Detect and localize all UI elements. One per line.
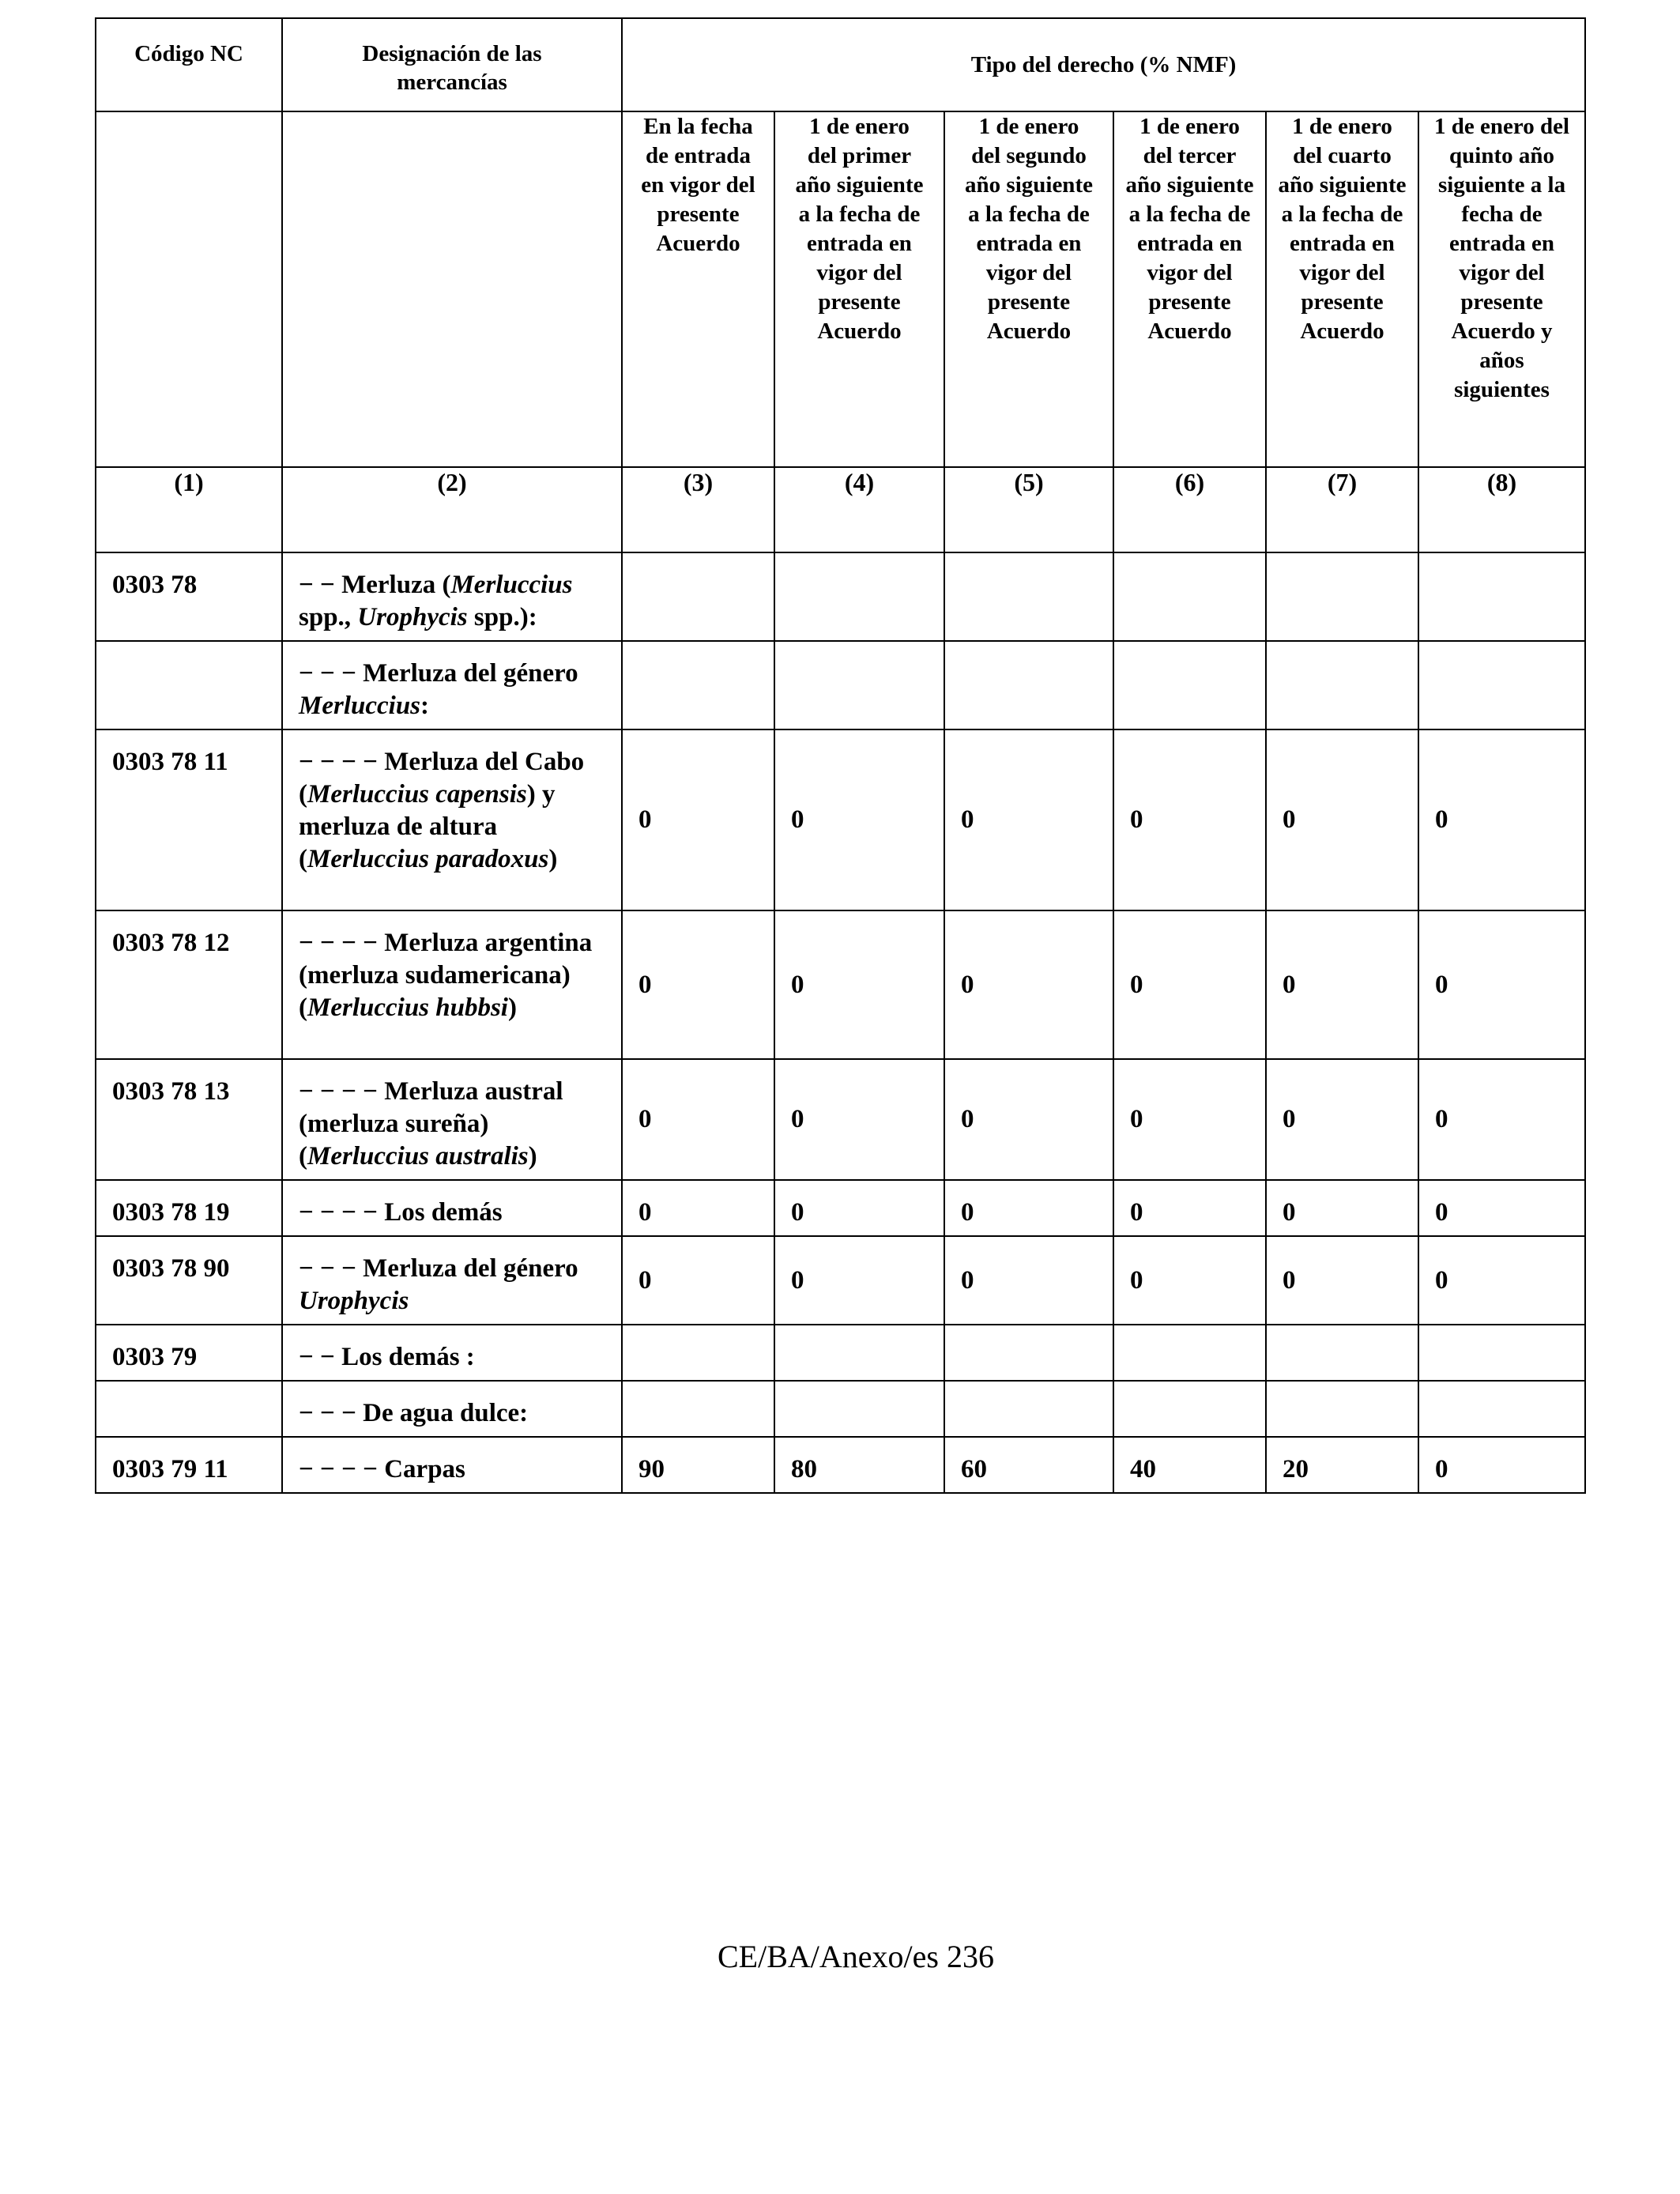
nc-code-cell: 0303 78 12 (96, 910, 282, 1059)
species-name: Merluccius hubbsi (307, 993, 508, 1022)
column-number: (4) (774, 467, 944, 552)
duty-rate-cell (944, 552, 1113, 641)
duty-rate-cell: 0 (1266, 910, 1418, 1059)
duty-rate-cell: 0 (944, 1236, 1113, 1325)
duty-rate-cell (622, 1381, 774, 1437)
duty-rate-cell (1113, 1381, 1266, 1437)
duty-rate-cell: 0 (1418, 1059, 1585, 1180)
duty-rate-cell (774, 1381, 944, 1437)
species-name: Merluccius australis (307, 1142, 529, 1171)
duty-rate-cell: 80 (774, 1437, 944, 1493)
designation-text: spp., (299, 603, 358, 631)
designation-text: − − − − Los demás (299, 1198, 503, 1227)
table-row (96, 1059, 1585, 1180)
nc-code-cell (96, 641, 282, 729)
designation-cell (282, 1381, 622, 1437)
duty-rate-cell: 0 (1266, 729, 1418, 910)
nc-code-cell: 0303 78 11 (96, 729, 282, 910)
duty-rate-cell: 20 (1266, 1437, 1418, 1493)
duty-rate-cell: 90 (622, 1437, 774, 1493)
duty-rate-cell (1266, 552, 1418, 641)
designation-text: − − Merluza ( (299, 571, 451, 599)
species-name: Urophycis (299, 1287, 409, 1315)
duty-rate-cell: 0 (622, 729, 774, 910)
designation-cell (282, 552, 622, 641)
designation-text: ) y merluza de altura ( (299, 780, 556, 873)
designation-cell (282, 1059, 622, 1180)
duty-rate-cell: 0 (1113, 1180, 1266, 1236)
header-period-5: 1 de enero del quinto año siguiente a la fecha de entrada en vigor del presente Acuerdo y años siguientes (1418, 111, 1585, 467)
duty-rate-cell: 0 (1418, 1236, 1585, 1325)
designation-text: : (420, 692, 430, 720)
designation-cell (282, 910, 622, 1059)
duty-rate-cell (944, 1325, 1113, 1381)
duty-rate-cell: 0 (1418, 729, 1585, 910)
column-number: (7) (1266, 467, 1418, 552)
duty-rate-cell (1266, 1325, 1418, 1381)
duty-rate-cell: 0 (944, 1180, 1113, 1236)
nc-code-cell: 0303 79 (96, 1325, 282, 1381)
duty-rate-cell (622, 641, 774, 729)
duty-rate-cell: 0 (1113, 729, 1266, 910)
table-row (96, 1437, 1585, 1493)
species-name: Urophycis (357, 603, 468, 631)
duty-rate-cell: 40 (1113, 1437, 1266, 1493)
table-row (96, 641, 1585, 729)
duty-rate-cell (1418, 552, 1585, 641)
header-duty-type: Tipo del derecho (% NMF) (622, 18, 1585, 111)
designation-cell (282, 1236, 622, 1325)
duty-rate-cell: 0 (944, 1059, 1113, 1180)
duty-rate-cell: 0 (622, 910, 774, 1059)
designation-cell (282, 1437, 622, 1493)
nc-code-cell: 0303 78 13 (96, 1059, 282, 1180)
header-period-0: En la fecha de entrada en vigor del presente Acuerdo (622, 111, 774, 467)
duty-rate-cell: 0 (774, 910, 944, 1059)
nc-code-cell: 0303 78 19 (96, 1180, 282, 1236)
column-number: (5) (944, 467, 1113, 552)
table-row (96, 1381, 1585, 1437)
species-name: Merluccius (299, 692, 421, 720)
designation-text: − − − Merluza del género (299, 1254, 578, 1283)
duty-rate-cell (622, 552, 774, 641)
designation-text: − − Los demás : (299, 1343, 475, 1371)
duty-rate-cell (1266, 641, 1418, 729)
duty-rate-cell: 0 (1266, 1236, 1418, 1325)
column-number: (3) (622, 467, 774, 552)
column-number: (1) (96, 467, 282, 552)
designation-text: spp.): (467, 603, 537, 631)
header-period-empty-2 (282, 111, 622, 467)
header-row-periods (96, 111, 1585, 467)
duty-rate-cell (1418, 1325, 1585, 1381)
table-row (96, 1180, 1585, 1236)
column-number: (6) (1113, 467, 1266, 552)
header-period-empty-1 (96, 111, 282, 467)
duty-rate-cell (944, 1381, 1113, 1437)
table-row (96, 1325, 1585, 1381)
designation-text: − − − − Carpas (299, 1455, 465, 1483)
duty-rate-cell (1113, 1325, 1266, 1381)
column-number: (2) (282, 467, 622, 552)
designation-cell (282, 729, 622, 910)
table-row (96, 1236, 1585, 1325)
duty-rate-cell: 0 (774, 729, 944, 910)
duty-rate-cell: 0 (1266, 1180, 1418, 1236)
duty-rate-cell (774, 552, 944, 641)
duty-rate-cell: 0 (1418, 1437, 1585, 1493)
duty-rate-cell: 0 (774, 1236, 944, 1325)
duty-rate-cell (774, 641, 944, 729)
nc-code-cell (96, 1381, 282, 1437)
duty-rate-cell (1418, 641, 1585, 729)
designation-text: − − − − Merluza del Cabo ( (299, 748, 585, 809)
duty-rate-cell: 0 (622, 1180, 774, 1236)
duty-rate-cell: 0 (944, 729, 1113, 910)
duty-rate-cell: 0 (1266, 1059, 1418, 1180)
header-row-numbers (96, 467, 1585, 552)
table-row (96, 910, 1585, 1059)
duty-rate-cell (1113, 641, 1266, 729)
duty-rate-cell (1113, 552, 1266, 641)
duty-rate-cell: 0 (1418, 1180, 1585, 1236)
header-designation: Designación de las mercancías (282, 18, 622, 111)
column-number: (8) (1418, 467, 1585, 552)
duty-rate-cell: 0 (774, 1180, 944, 1236)
designation-text: ) (528, 1142, 537, 1171)
duty-rate-cell: 0 (944, 910, 1113, 1059)
designation-text: ) (507, 993, 517, 1022)
designation-text: ) (548, 845, 558, 873)
nc-code-cell: 0303 78 90 (96, 1236, 282, 1325)
duty-rate-cell: 0 (1113, 1236, 1266, 1325)
duty-rate-cell (1266, 1381, 1418, 1437)
nc-code-cell: 0303 79 11 (96, 1437, 282, 1493)
designation-text: − − − Merluza del género (299, 659, 578, 688)
duty-rate-cell (1418, 1381, 1585, 1437)
header-row-top (96, 18, 1585, 111)
designation-cell (282, 1180, 622, 1236)
duty-rate-cell: 0 (622, 1059, 774, 1180)
duty-rate-cell: 0 (1418, 910, 1585, 1059)
table-row (96, 729, 1585, 910)
duty-rate-cell: 0 (774, 1059, 944, 1180)
duty-rate-cell: 0 (622, 1236, 774, 1325)
designation-text: − − − − Merluza argentina (merluza sudamericana) ( (299, 929, 593, 1022)
duty-rate-cell (622, 1325, 774, 1381)
tariff-table (95, 17, 1586, 1494)
species-name: Merluccius (450, 571, 573, 599)
header-period-2: 1 de enero del segundo año siguiente a la fecha de entrada en vigor del presente Acuerdo (944, 111, 1113, 467)
duty-rate-cell (944, 641, 1113, 729)
duty-rate-cell: 60 (944, 1437, 1113, 1493)
designation-text: − − − De agua dulce: (299, 1399, 529, 1427)
header-period-4: 1 de enero del cuarto año siguiente a la fecha de entrada en vigor del presente Acuerdo (1266, 111, 1418, 467)
designation-text: − − − − Merluza austral (merluza sureña) ( (299, 1077, 563, 1171)
designation-cell (282, 641, 622, 729)
species-name: Merluccius capensis (307, 780, 527, 809)
header-period-3: 1 de enero del tercer año siguiente a la fecha de entrada en vigor del presente Acuerdo (1113, 111, 1266, 467)
page-footer (0, 1938, 1680, 1975)
footer-reference: CE/BA/Anexo/es 236 (718, 1939, 994, 1974)
duty-rate-cell: 0 (1113, 910, 1266, 1059)
designation-cell (282, 1325, 622, 1381)
header-code-nc: Código NC (96, 18, 282, 111)
table-row (96, 552, 1585, 641)
duty-rate-cell: 0 (1113, 1059, 1266, 1180)
nc-code-cell: 0303 78 (96, 552, 282, 641)
duty-rate-cell (774, 1325, 944, 1381)
species-name: Merluccius paradoxus (307, 845, 549, 873)
header-period-1: 1 de enero del primer año siguiente a la fecha de entrada en vigor del presente Acuerdo (774, 111, 944, 467)
